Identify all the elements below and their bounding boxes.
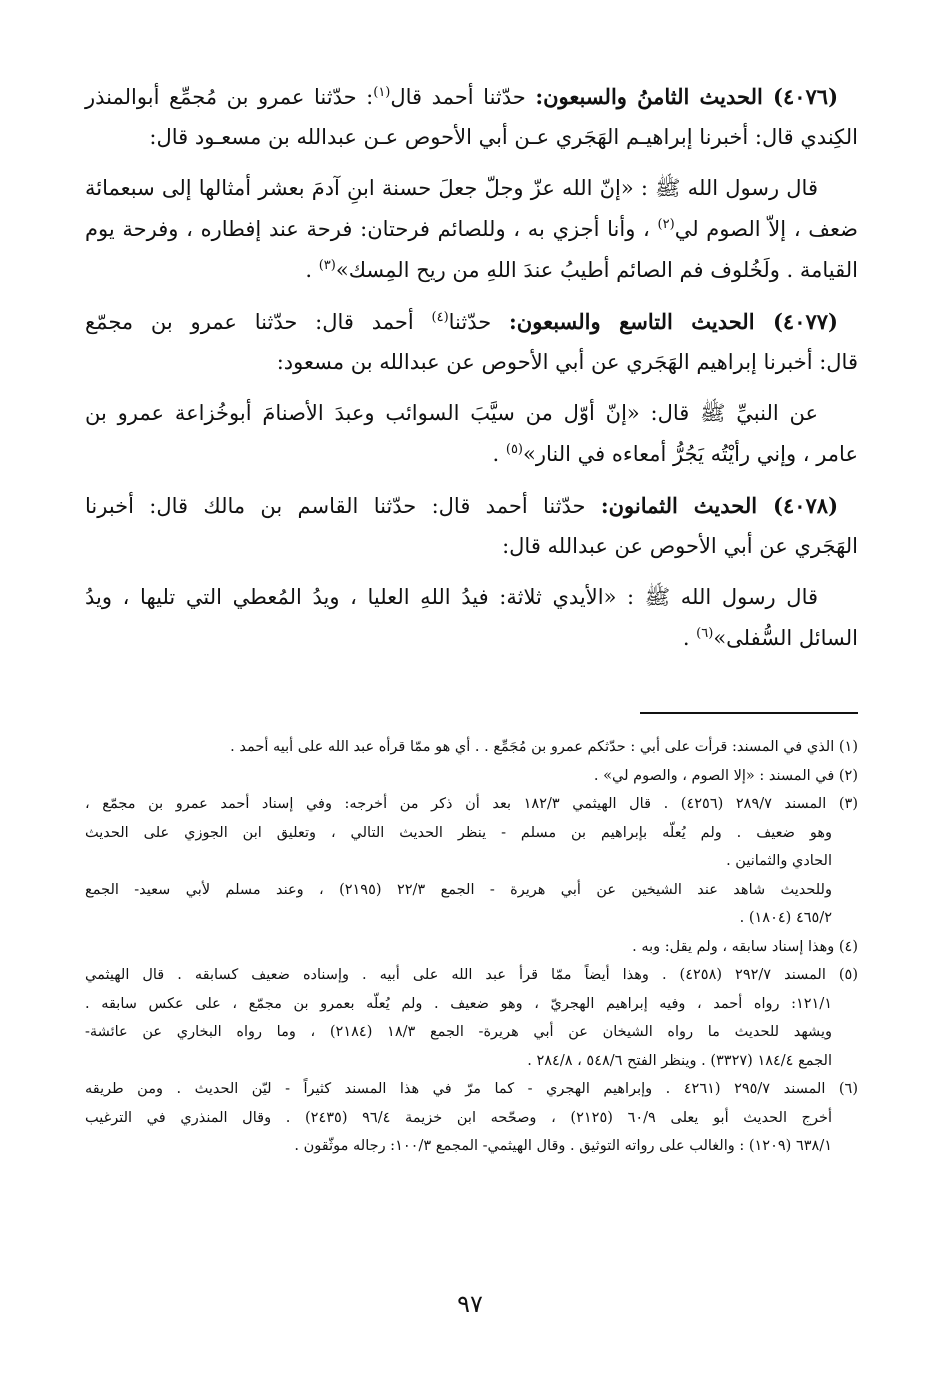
footnote-line: (٢) في المسند : «إلا الصوم ، والصوم لي» . (593, 767, 858, 784)
main-text (85, 76, 858, 669)
footnote (85, 733, 858, 762)
footnote-ref: (١) (373, 85, 391, 100)
text-line (85, 393, 858, 434)
text-line (85, 301, 858, 342)
text-segment: السائل السُّفلى» (713, 626, 858, 650)
page-number: ٩٧ (457, 1290, 483, 1318)
text-segment: الكِندي قال: أخبرنا إبراهيـم الهَجَري عـن أبي الأحوص عـن عبدالله بن مسعـود قال: (149, 125, 858, 149)
text-line (85, 76, 858, 117)
footnote-ref: (٥) (505, 442, 523, 457)
footnote-ref: (٤) (431, 310, 449, 325)
footnote-line: ١٢١/١: رواه أحمد ، وفيه إبراهيم الهجريّ ، وهو ضعيف . ولم يُعلّه بعمرو بن مجمّع ، على عكس سابقه . (85, 995, 832, 1012)
text-line (85, 434, 858, 475)
footnote-ref: (٢) (657, 217, 675, 232)
text-segment: عن النبيِّ ﷺ قال: «إنّ أوّل من سيَّبَ السوائب وعبدَ الأصنامَ أبوخُزاعة عمرو بن (85, 401, 818, 425)
text-segment: عامر ، وإني رأيْتُه يَجُرُّ أمعاءه في النار» (523, 442, 858, 466)
text-segment: . (492, 442, 506, 466)
text-line (85, 342, 858, 383)
footnote-line: (٣) المسند ٢٨٩/٧ (٤٢٥٦) . قال الهيثمي ١٨٢/٣ بعد أن ذكر من أخرجه: وفي إسناد أحمد عمرو بن مجمّع ، (85, 796, 858, 812)
footnote-line: (٦) المسند ٢٩٥/٧ (٤٢٦١ . وإبراهيم الهجري - كما مرّ في هذا المسند كثيراً - ليّن الحديث . ومن طريقه (85, 1081, 858, 1097)
text-line (85, 618, 858, 659)
footnote-line: ويشهد للحديث ما رواه الشيخان عن أبي هريرة- الجمع ١٨/٣ (٢١٨٤) ، وما رواه البخاري عن عائشة- (85, 1024, 832, 1040)
hadith-text-paragraph (85, 168, 858, 291)
text-segment: ، وأنا أجزي به ، وللصائم فرحتان: فرحة عند إفطاره ، وفرحة يوم (85, 217, 658, 241)
text-segment: . (305, 258, 319, 282)
text-segment: . (682, 626, 697, 650)
footnote-line: وللحديث شاهد عند الشيخين عن أبي هريرة - الجمع ٢٢/٣ (٢١٩٥) ، وعند مسلم لأبي سعيد- الجمع (85, 881, 832, 898)
footnote-ref: (٦) (696, 626, 714, 641)
footnote-line: (١) الذي في المسند: قرأت على أبي : حدّثكم عمرو بن مُجَمِّع . . أي هو ممّا قرأه عبد الله على أبيه أحمد . (230, 739, 858, 755)
footnote-ref: (٣) (318, 258, 336, 273)
text-line (85, 577, 858, 618)
hadith-title: (٤٠٧٧) الحديث التاسع والسبعون: (509, 309, 838, 334)
footnote-line: أخرج الحديث أبو يعلى ٦٠/٩ (٢١٢٥) ، وصحّحه ابن خزيمة ٩٦/٤ (٢٤٣٥) . وقال المنذري في الترغيب (85, 1109, 832, 1126)
text-line (85, 209, 858, 250)
footnote-line: الجمع ١٨٤/٤ (٣٣٢٧) . وينظر الفتح ٥٤٨/٦ ، ٢٨٤/٨ . (527, 1052, 832, 1069)
hadith-heading-paragraph (85, 76, 858, 158)
text-segment: قال رسول الله ﷺ : «إنّ الله عزّ وجلّ جعلَ حسنة ابنِ آدمَ بعشر أمثالها إلى سبعمائة (85, 176, 818, 200)
footnote-line: (٤) وهذا إسناد سابقه ، ولم يقل: وبه . (632, 938, 858, 955)
footnote (85, 961, 858, 1075)
text-line (85, 250, 858, 291)
footnote-separator (640, 712, 858, 714)
footnote (85, 1075, 858, 1161)
footnote-line: ٦٣٨/١ (١٢٠٩) : والغالب على رواته التوثيق . وقال الهيثمي- المجمع ١٠٠/٣: رجاله موثّقون . (294, 1138, 832, 1154)
footnotes (85, 733, 858, 1161)
footnote (85, 790, 858, 933)
text-line (85, 168, 858, 209)
hadith-heading-paragraph (85, 301, 858, 383)
footnote (85, 762, 858, 791)
hadith-title: (٤٠٧٨) الحديث الثمانون: (600, 493, 838, 518)
footnote (85, 933, 858, 962)
hadith-title: (٤٠٧٦) الحديث الثامنُ والسبعون: (535, 84, 838, 109)
hadith-text-paragraph (85, 393, 858, 475)
text-line (85, 117, 858, 158)
hadith-heading-paragraph (85, 485, 858, 567)
text-segment: الهَجَري عن أبي الأحوص عن عبدالله قال: (502, 534, 858, 558)
footnote-line: ٤٦٥/٢ (١٨٠٤) . (739, 910, 832, 926)
text-segment: : حدّثنا عمرو بن مُجمِّع أبوالمنذر (85, 85, 374, 109)
text-segment: أحمد قال: حدّثنا عمرو بن مجمّع (85, 310, 432, 334)
text-segment: القيامة . ولَخُلوف فم الصائم أطيبُ عندَ اللهِ من ريح المِسك» (335, 258, 858, 282)
footnote-line: وهو ضعيف . ولم يُعلّه بإبراهيم بن مسلم - ينظر الحديث التالي ، وتعليق ابن الجوزي على الحديث (85, 824, 832, 841)
text-segment: قال رسول الله ﷺ : «الأيدي ثلاثة: فيدُ اللهِ العليا ، ويدُ المُعطي التي تليها ، ويدُ (85, 585, 818, 609)
text-segment: حدّثنا أحمد قال (390, 85, 536, 109)
text-segment: ضعف ، إلاّ الصوم لي (674, 217, 858, 241)
text-line (85, 485, 858, 526)
text-segment: قال: أخبرنا إبراهيم الهَجَري عن أبي الأحوص عن عبدالله بن مسعود: (276, 350, 858, 374)
footnote-line: الحادي والثمانين . (726, 853, 832, 869)
hadith-text-paragraph (85, 577, 858, 659)
text-segment: حدّثنا أحمد قال: حدّثنا القاسم بن مالك قال: أخبرنا (85, 494, 601, 518)
footnote-line: (٥) المسند ٢٩٢/٧ (٤٢٥٨) . وهذا أيضاً ممّا قرأ عبد الله على أبيه . وإسناده ضعيف كسابقه . قال الهيثمي (85, 967, 858, 983)
text-segment: حدّثنا (448, 310, 510, 334)
text-line (85, 526, 858, 567)
